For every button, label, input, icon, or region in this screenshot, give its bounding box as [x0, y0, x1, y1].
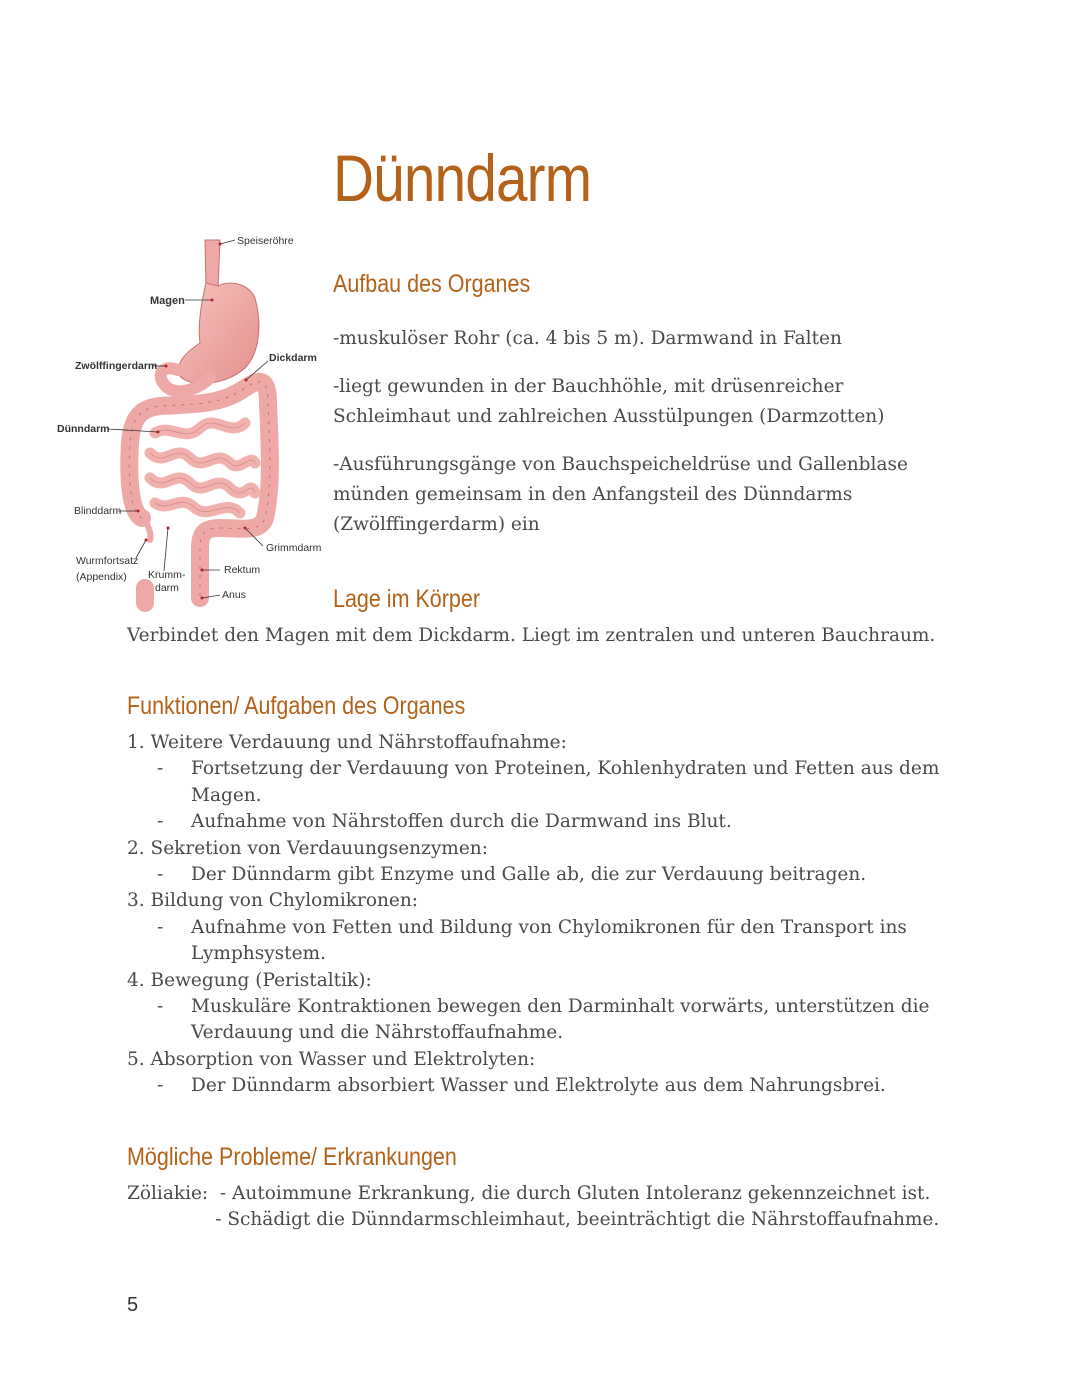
label-zwoelffingerdarm: Zwölffingerdarm	[75, 360, 158, 372]
label-rektum: Rektum	[224, 564, 261, 576]
function-subitem: - Fortsetzung der Verdauung von Proteinen, Kohlenhydraten und Fetten aus dem Magen.	[157, 758, 940, 806]
function-item: 3. Bildung von Chylomikronen:	[127, 890, 418, 912]
label-dickdarm: Dickdarm	[269, 352, 317, 364]
functions-list	[127, 730, 987, 1100]
label-appendix: (Appendix)	[76, 571, 127, 583]
problem-line-1: Zöliakie: - Autoimmune Erkrankung, die durch Gluten Intoleranz gekennzeichnet ist.	[127, 1183, 931, 1204]
aufbau-text-2b: Schleimhaut und zahlreichen Ausstülpungen (Darmzotten)	[333, 406, 885, 427]
function-subitem: - Muskuläre Kontraktionen bewegen den Darminhalt vorwärts, unterstützen die Verdauung und die Nährstoffaufnahme.	[157, 996, 930, 1044]
label-speiseroehre: Speiseröhre	[237, 235, 294, 247]
lage-text: Verbindet den Magen mit dem Dickdarm. Liegt im zentralen und unteren Bauchraum.	[127, 625, 936, 646]
function-subitem: - Aufnahme von Fetten und Bildung von Chylomikronen für den Transport ins Lymphsystem.	[157, 916, 907, 965]
page-title: Dünndarm	[333, 141, 592, 215]
section-heading-funktionen: Funktionen/ Aufgaben des Organes	[127, 692, 466, 720]
function-item: 1. Weitere Verdauung und Nährstoffaufnahme:	[127, 732, 567, 753]
function-subitem: - Der Dünndarm gibt Enzyme und Galle ab, die zur Verdauung beitragen.	[157, 864, 867, 886]
aufbau-text-2a: -liegt gewunden in der Bauchhöhle, mit drüsenreicher	[333, 376, 844, 397]
aufbau-text-3a: -Ausführungsgänge von Bauchspeicheldrüse und Gallenblase	[333, 454, 908, 475]
problems-block	[127, 1181, 939, 1234]
aufbau-text-1: -muskulöser Rohr (ca. 4 bis 5 m). Darmwand in Falten	[333, 328, 842, 349]
label-krummdarm-2: darm	[155, 582, 179, 594]
section-heading-aufbau: Aufbau des Organes	[333, 270, 531, 298]
page-number: 5	[127, 1294, 139, 1316]
label-duenndarm: Dünndarm	[57, 423, 110, 435]
function-item: 5. Absorption von Wasser und Elektrolyten:	[127, 1048, 536, 1070]
section-heading-probleme: Mögliche Probleme/ Erkrankungen	[127, 1143, 457, 1171]
function-item: 2. Sekretion von Verdauungsenzymen:	[127, 837, 488, 859]
digestive-tract-illustration	[50, 228, 325, 613]
label-blinddarm: Blinddarm	[74, 505, 122, 517]
label-krummdarm: Krumm-	[148, 569, 186, 581]
section-heading-lage: Lage im Körper	[333, 585, 481, 613]
label-magen: Magen	[150, 295, 185, 307]
label-grimmdarm: Grimmdarm	[266, 542, 322, 554]
problem-line-2: - Schädigt die Dünndarmschleimhaut, beeinträchtigt die Nährstoffaufnahme.	[127, 1209, 940, 1231]
aufbau-text-3b: münden gemeinsam in den Anfangsteil des Dünndarms	[333, 484, 853, 505]
label-wurmfortsatz: Wurmfortsatz	[76, 555, 139, 567]
function-subitem: - Aufnahme von Nährstoffen durch die Darmwand ins Blut.	[157, 811, 732, 833]
function-item: 4. Bewegung (Peristaltik):	[127, 969, 372, 991]
function-subitem: - Der Dünndarm absorbiert Wasser und Elektrolyte aus dem Nahrungsbrei.	[157, 1075, 886, 1097]
aufbau-text-3c: (Zwölffingerdarm) ein	[333, 514, 540, 535]
label-anus: Anus	[222, 589, 246, 601]
